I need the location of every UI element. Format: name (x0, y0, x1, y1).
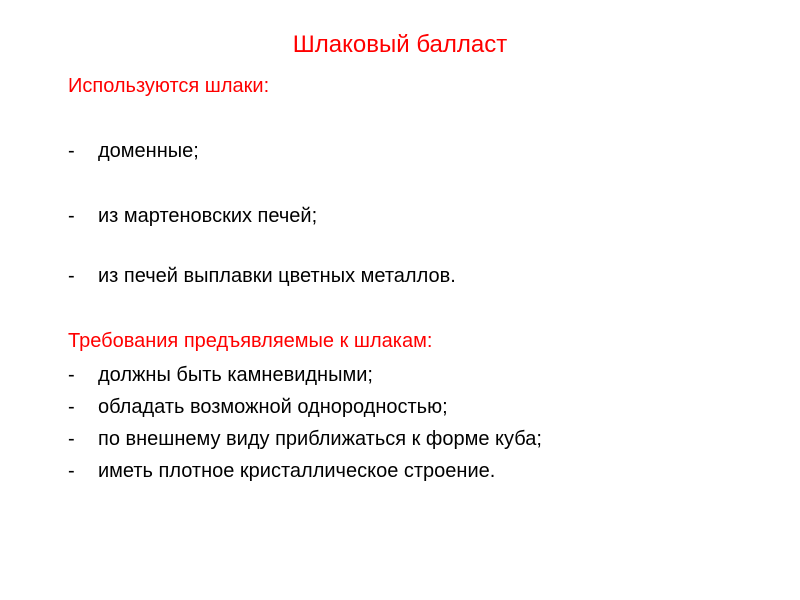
list-item (68, 458, 495, 484)
list-item (68, 138, 199, 164)
bullet-dash: - (68, 205, 75, 227)
bullet-dash: - (68, 364, 75, 386)
bullet-dash: - (68, 265, 75, 287)
list-item-text: должны быть камневидными; (98, 364, 373, 386)
section-heading-requirements: Требования предъявляемые к шлакам: (68, 330, 433, 352)
list-item-text: доменные; (98, 140, 199, 162)
list-item-text: из печей выплавки цветных металлов. (98, 265, 456, 287)
list-item (68, 203, 317, 229)
list-item (68, 426, 542, 452)
list-item-text: обладать возможной однородностью; (98, 396, 448, 418)
section-heading-slag-types: Используются шлаки: (68, 75, 270, 97)
bullet-dash: - (68, 428, 75, 450)
bullet-dash: - (68, 460, 75, 482)
list-item (68, 263, 456, 289)
bullet-dash: - (68, 396, 75, 418)
list-item-text: из мартеновских печей; (98, 205, 318, 227)
list-item-text: иметь плотное кристаллическое строение. (98, 460, 496, 482)
bullet-dash: - (68, 140, 75, 162)
list-item-text: по внешнему виду приближаться к форме куба; (98, 428, 542, 450)
list-item (68, 362, 373, 388)
list-item (68, 394, 448, 420)
slide-title: Шлаковый балласт (292, 31, 508, 58)
